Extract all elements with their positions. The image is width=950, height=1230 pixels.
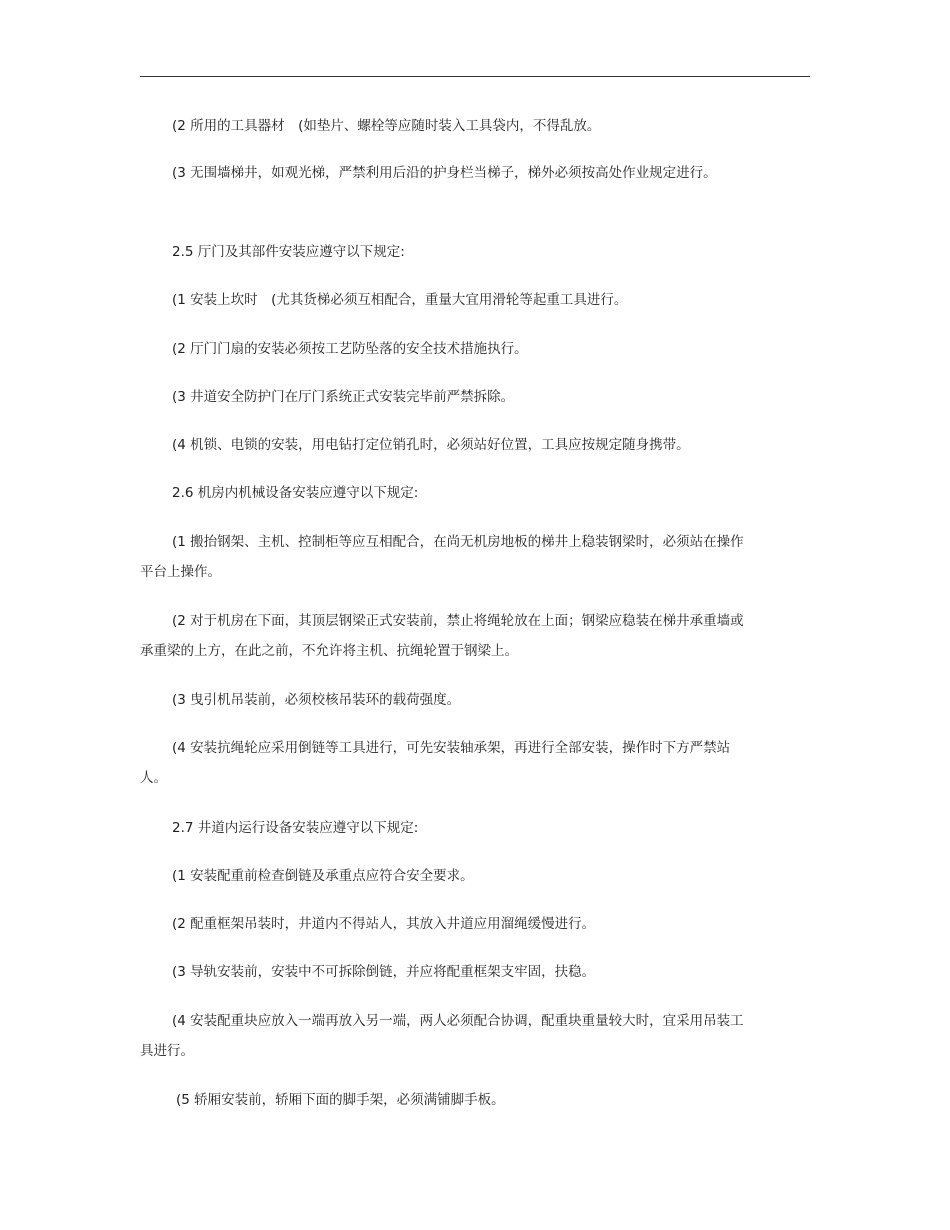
paragraph: (3 无围墙梯井，如观光梯，严禁利用后沿的护身栏当梯子，梯外必须按高处作业规定进行。	[172, 165, 717, 181]
paragraph: (2 厅门门扇的安装必须按工艺防坠落的安全技术措施执行。	[172, 341, 528, 357]
paragraph: (2 对于机房在下面，其顶层钢梁正式安装前，禁止将绳轮放在上面；钢梁应稳装在梯井承重墙或承重梁的上方，在此之前，不允许将主机、抗绳轮置于钢梁上。	[140, 613, 744, 659]
paragraph: (2 配重框架吊装时，井道内不得站人，其放入井道应用溜绳缓慢进行。	[172, 916, 596, 932]
paragraph: (5 轿厢安装前，轿厢下面的脚手架，必须满铺脚手板。	[176, 1092, 505, 1108]
paragraph: (3 曳引机吊装前，必须校核吊装环的载荷强度。	[172, 692, 461, 708]
paragraph: (1 安装上坎时 (尤其货梯必须互相配合，重量大宜用滑轮等起重工具进行。	[172, 292, 628, 308]
section-heading: 2.7 井道内运行设备安装应遵守以下规定:	[172, 820, 419, 836]
paragraph: (4 安装抗绳轮应采用倒链等工具进行，可先安装轴承架，再进行全部安装，操作时下方严禁站人。	[140, 740, 731, 786]
paragraph: (1 搬抬钢架、主机、控制柜等应互相配合，在尚无机房地板的梯井上稳装钢梁时，必须站在操作平台上操作。	[140, 534, 744, 580]
paragraph: (3 导轨安装前，安装中不可拆除倒链，并应将配重框架支牢固，扶稳。	[172, 964, 596, 980]
paragraph: (4 安装配重块应放入一端再放入另一端，两人必须配合协调，配重块重量较大时，宜采用吊装工具进行。	[140, 1013, 744, 1059]
section-heading: 2.5 厅门及其部件安装应遵守以下规定:	[172, 244, 405, 260]
paragraph: (3 井道安全防护门在厅门系统正式安装完毕前严禁拆除。	[172, 389, 515, 405]
header-divider	[140, 76, 810, 77]
paragraph: (2 所用的工具器材 (如垫片、螺栓等应随时装入工具袋内，不得乱放。	[172, 118, 601, 134]
paragraph: (1 安装配重前检查倒链及承重点应符合安全要求。	[172, 868, 474, 884]
paragraph: (4 机锁、电锁的安装，用电钻打定位销孔时，必须站好位置，工具应按规定随身携带。	[172, 437, 690, 453]
section-heading: 2.6 机房内机械设备安装应遵守以下规定:	[172, 485, 419, 501]
